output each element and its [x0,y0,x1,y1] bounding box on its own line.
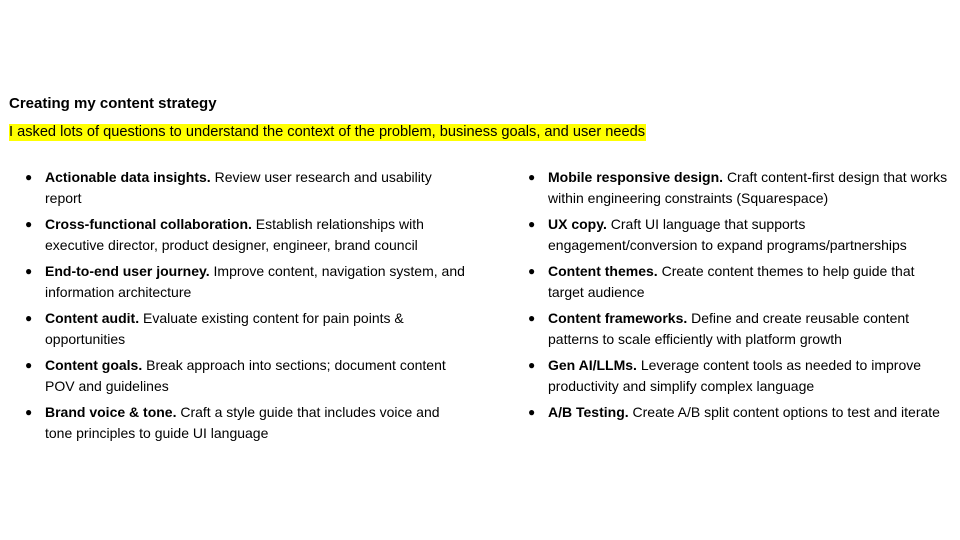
item-title: Content goals. [45,357,143,373]
bullet-icon: ● [25,358,33,372]
item-body: Establish relationships with executive director, product designer, engineer, brand council [45,216,424,253]
item-title: Content themes. [548,263,658,279]
list-item [528,355,953,402]
item-body: Break approach into sections; document content POV and guidelines [45,357,446,394]
subtitle [9,123,646,142]
item-title: Content frameworks. [548,310,688,326]
item-body: Create A/B split content options to test and iterate [632,404,940,420]
item-body: Review user research and usability report [45,169,432,206]
item-title: Gen AI/LLMs. [548,357,637,373]
item-title: Brand voice & tone. [45,404,177,420]
item-body: Evaluate existing content for pain points & opportunities [45,310,404,347]
item-body: Leverage content tools as needed to improve productivity and simplify complex language [548,357,922,394]
list-item [528,402,953,449]
list-item [25,355,465,402]
list-item [528,214,953,261]
highlighted-subtitle: I asked lots of questions to understand the context of the problem, business goals, and user needs [9,124,646,140]
bullet-icon: ● [528,170,536,184]
bullet-icon: ● [528,311,536,325]
list-item [25,308,465,355]
left-bullet-list [25,167,465,449]
item-body: Craft a style guide that includes voice and tone principles to guide UI language [45,404,440,441]
bullet-icon: ● [25,405,33,419]
bullet-icon: ● [25,170,33,184]
item-title: Cross-functional collaboration. [45,216,252,232]
bullet-icon: ● [25,217,33,231]
bullet-icon: ● [528,264,536,278]
bullet-icon: ● [528,358,536,372]
item-title: Mobile responsive design. [548,169,724,185]
list-item [25,402,465,449]
item-body: Improve content, navigation system, and information architecture [45,263,465,300]
item-body: Craft UI language that supports engagement/conversion to expand programs/partnerships [548,216,907,253]
item-title: End-to-end user journey. [45,263,210,279]
page-title: Creating my content strategy [9,95,217,112]
list-item [528,261,953,308]
list-item [528,308,953,355]
bullet-icon: ● [25,311,33,325]
right-bullet-list [528,167,953,449]
item-title: A/B Testing. [548,404,629,420]
bullet-icon: ● [528,217,536,231]
item-body: Create content themes to help guide that target audience [548,263,915,300]
bullet-icon: ● [528,405,536,419]
list-item [25,261,465,308]
item-title: UX copy. [548,216,607,232]
list-item [25,167,465,214]
item-title: Actionable data insights. [45,169,211,185]
item-body: Define and create reusable content patterns to scale efficiently with platform growth [548,310,910,347]
item-title: Content audit. [45,310,140,326]
item-body: Craft content-first design that works within engineering constraints (Squarespace) [548,169,948,206]
list-item [25,214,465,261]
bullet-icon: ● [25,264,33,278]
list-item [528,167,953,214]
